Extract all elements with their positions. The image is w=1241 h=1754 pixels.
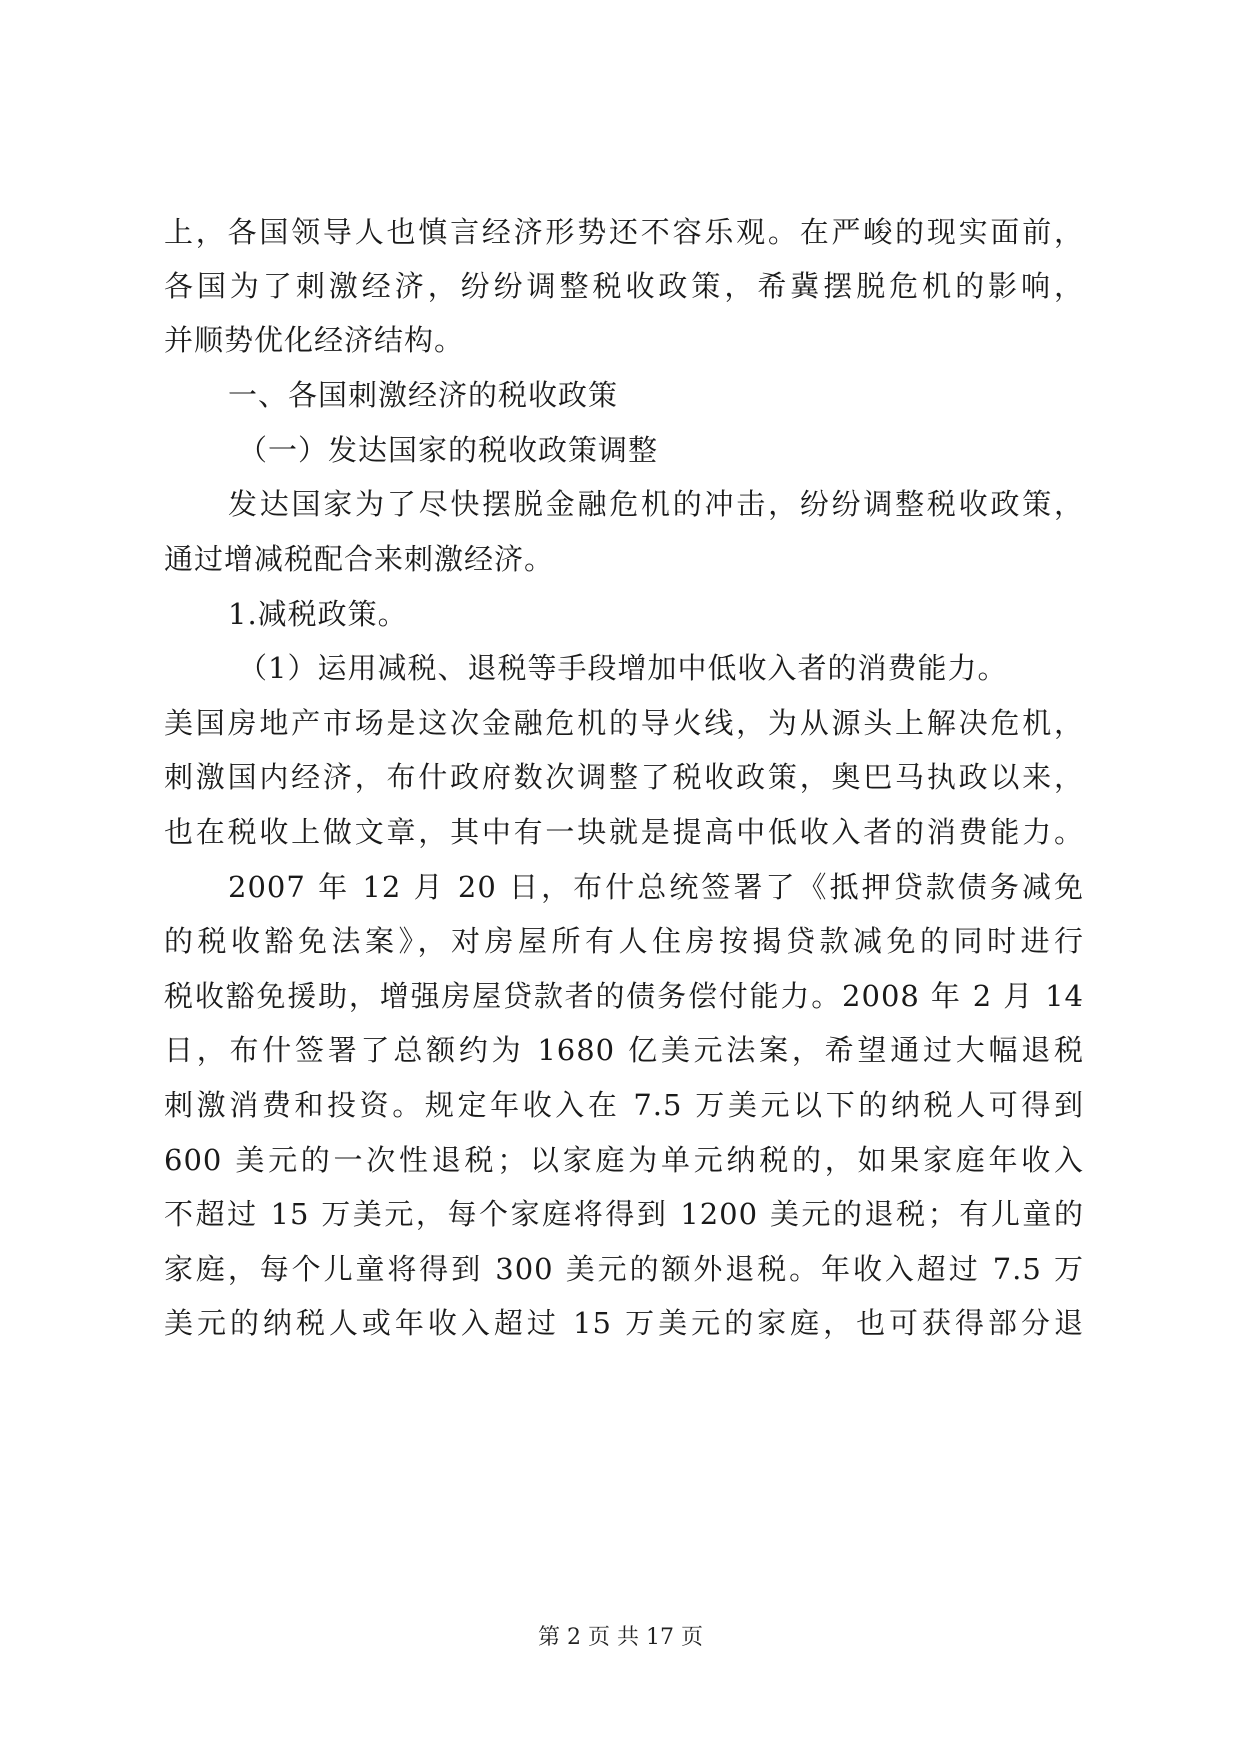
body-text-line: 发达国家为了尽快摆脱金融危机的冲击，纷纷调整税收政策， — [228, 487, 1084, 521]
body-text-line: 美元的纳税人或年收入超过 15 万美元的家庭，也可获得部分退 — [164, 1306, 1084, 1340]
body-text-line: 的税收豁免法案》，对房屋所有人住房按揭贷款减免的同时进行 — [164, 924, 1084, 958]
list-item-heading: （1）运用减税、退税等手段增加中低收入者的消费能力。 — [238, 651, 1008, 685]
body-text-line: 2007 年 12 月 20 日，布什总统签署了《抵押贷款债务减免 — [228, 870, 1084, 904]
body-text-line: 家庭，每个儿童将得到 300 美元的额外退税。年收入超过 7.5 万 — [164, 1252, 1084, 1286]
body-text-line: 不超过 15 万美元，每个家庭将得到 1200 美元的退税；有儿童的 — [164, 1197, 1084, 1231]
subsection-heading: （一）发达国家的税收政策调整 — [238, 433, 659, 467]
body-text-line: 刺激消费和投资。规定年收入在 7.5 万美元以下的纳税人可得到 — [164, 1088, 1084, 1122]
section-heading: 一、各国刺激经济的税收政策 — [228, 378, 619, 412]
body-text-line: 美国房地产市场是这次金融危机的导火线，为从源头上解决危机， — [164, 706, 1084, 740]
body-text-line: 通过增减税配合来刺激经济。 — [164, 542, 555, 576]
body-text-line: 并顺势优化经济结构。 — [164, 323, 465, 357]
body-text-line: 税收豁免援助，增强房屋贷款者的债务偿付能力。2008 年 2 月 14 — [164, 979, 1084, 1013]
body-text-line: 600 美元的一次性退税；以家庭为单元纳税的，如果家庭年收入 — [164, 1143, 1084, 1177]
body-text-line: 刺激国内经济，布什政府数次调整了税收政策，奥巴马执政以来， — [164, 760, 1084, 794]
page-footer: 第 2 页 共 17 页 — [538, 1625, 703, 1650]
body-text-line: 也在税收上做文章，其中有一块就是提高中低收入者的消费能力。 — [164, 815, 1084, 849]
list-heading: 1.减税政策。 — [228, 597, 408, 631]
body-text-line: 各国为了刺激经济，纷纷调整税收政策，希冀摆脱危机的影响， — [164, 269, 1084, 303]
body-text-line: 上，各国领导人也慎言经济形势还不容乐观。在严峻的现实面前， — [164, 215, 1084, 249]
body-text-line: 日，布什签署了总额约为 1680 亿美元法案，希望通过大幅退税 — [164, 1033, 1084, 1067]
